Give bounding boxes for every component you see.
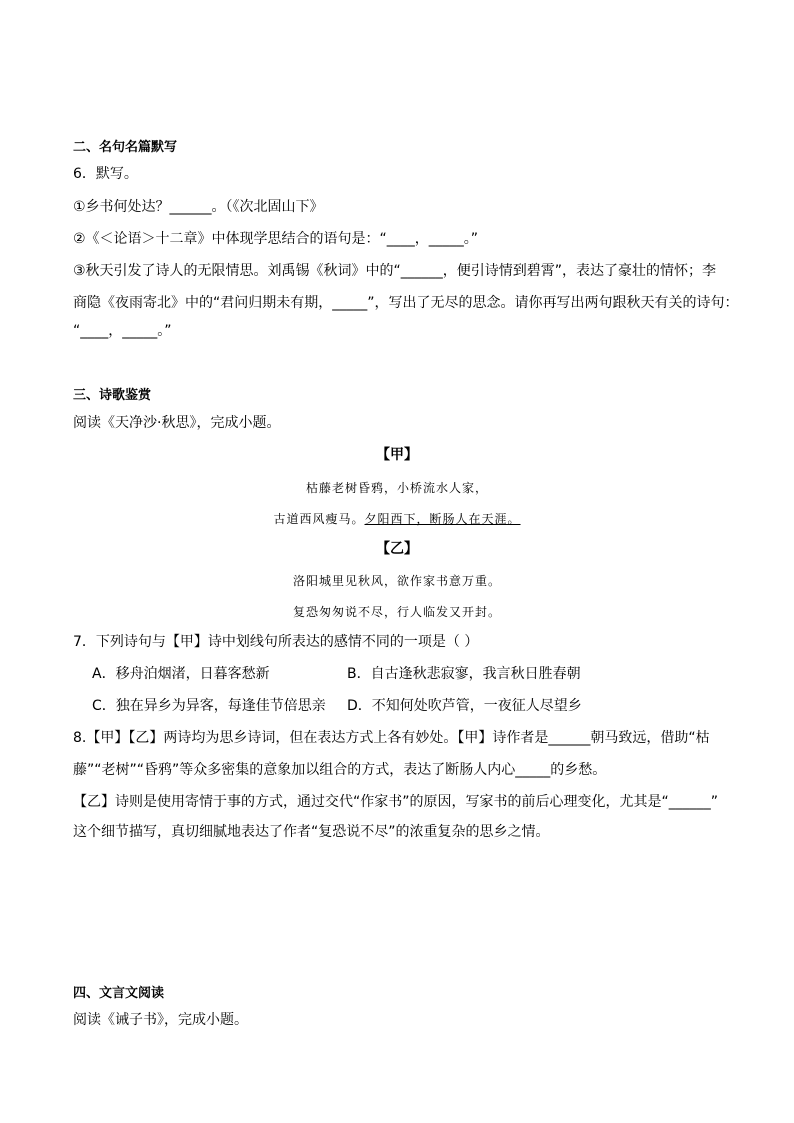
poem-yi-line-2: 复恐匆匆说不尽，行人临发又开封。 (292, 605, 501, 619)
q8-line-3: 【乙】诗则是使用寄情于事的方式，通过交代“作家书”的原因，写家书的前后心理变化，尤其是“______” (73, 794, 719, 810)
q6-line-4: 商隐《夜雨寄北》中的“君问归期未有期，_____”，写出了无尽的思念。请你再写出两句跟秋天有关的诗句： (73, 295, 739, 311)
section-4-intro: 阅读《诫子书》，完成小题。 (73, 1012, 248, 1028)
section-4-heading: 四、文言文阅读 (73, 986, 165, 1001)
section-3-intro: 阅读《天净沙·秋思》，完成小题。 (73, 415, 281, 431)
q6-line-5: “____，_____。” (73, 323, 172, 339)
q7-stem: 7．下列诗句与【甲】诗中划线句所表达的感情不同的一项是（ ） (73, 634, 479, 650)
poem-yi-line-1: 洛阳城里见秋风，欲作家书意万重。 (292, 574, 501, 588)
q6-line-1: ①乡书何处达？______。（《次北固山下》 (73, 199, 324, 215)
q7-option-b[interactable]: B．自古逢秋悲寂寥，我言秋日胜春朝 (347, 666, 581, 682)
poem-jia-line-2-plain: 古道西风瘦马。 (273, 512, 365, 526)
q7-option-a[interactable]: A．移舟泊烟渚，日暮客愁新 (92, 666, 270, 682)
q7-option-c[interactable]: C．独在异乡为异客，每逢佳节倍思亲 (92, 698, 326, 714)
q8-line-1: 8.【甲】【乙】两诗均为思乡诗词，但在表达方式上各有妙处。【甲】诗作者是______朝马致远，借助“枯 (73, 730, 710, 746)
poem-jia-underlined-line: 夕阳西下，断肠人在天涯。 (364, 512, 521, 526)
section-2-heading: 二、名句名篇默写 (73, 140, 178, 155)
q6-line-3: ③秋天引发了诗人的无限情思。刘禹锡《秋词》中的“______，便引诗情到碧霄”，表达了豪壮的情怀；李 (73, 263, 717, 279)
poem-jia-line-2 (0, 510, 794, 528)
q6-title: 6．默写。 (73, 166, 138, 182)
q8-line-2: 藤”“老树”“昏鸦”等众多密集的意象加以组合的方式，表达了断肠人内心_____的乡愁。 (73, 762, 607, 778)
q7-option-d[interactable]: D．不知何处吹芦管，一夜征人尽望乡 (347, 698, 582, 714)
section-3-heading: 三、诗歌鉴赏 (73, 388, 152, 403)
q6-line-2: ②《＜论语＞十二章》中体现学思结合的语句是：“____，_____。” (73, 231, 479, 247)
poem-jia-tag: 【甲】 (376, 447, 418, 463)
q8-line-4: 这个细节描写，真切细腻地表达了作者“复恐说不尽”的浓重复杂的思乡之情。 (73, 824, 550, 840)
poem-yi-tag: 【乙】 (376, 541, 418, 557)
poem-jia-line-1: 枯藤老树昏鸦，小桥流水人家， (305, 481, 488, 495)
